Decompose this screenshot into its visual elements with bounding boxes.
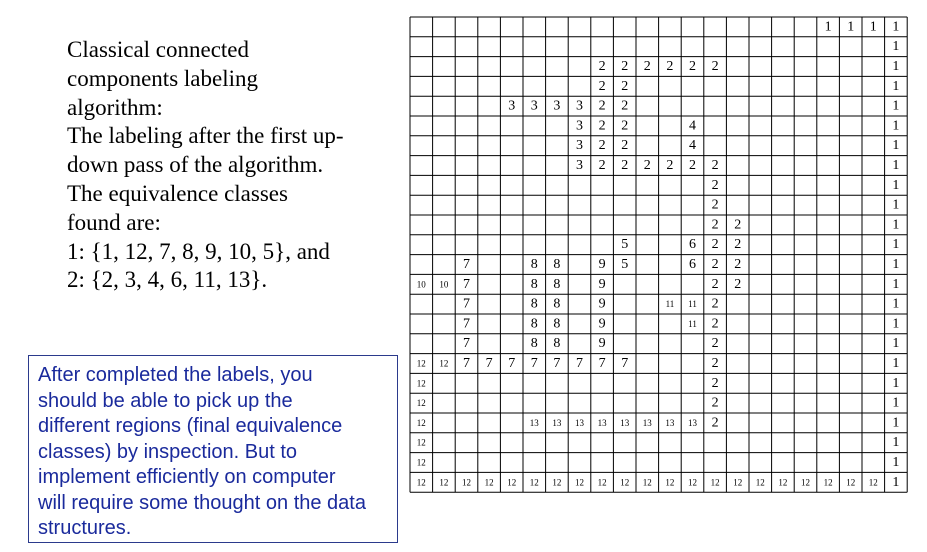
grid-cell-label: 12 [529, 477, 539, 488]
grid-cell-label: 8 [530, 316, 538, 332]
grid-cell-label: 13 [665, 417, 675, 428]
grid-cell-label: 2 [711, 395, 719, 411]
grid-cell-label: 2 [711, 316, 719, 332]
grid-cell-label: 3 [530, 98, 538, 114]
grid-cell-label: 2 [621, 138, 629, 154]
grid-cell-label: 3 [576, 158, 583, 173]
grid-cell-label: 1 [892, 78, 900, 94]
grid-cell-label: 13 [575, 417, 584, 428]
grid-cell-label: 1 [892, 435, 900, 451]
grid-cell-label: 11 [688, 299, 697, 310]
grid-cell-label: 3 [553, 98, 561, 114]
grid-cell-label: 9 [598, 296, 606, 312]
grid-cell-label: 2 [734, 257, 742, 272]
grid-cell-label: 9 [598, 336, 606, 352]
note-line: should be able to pick up the [38, 389, 293, 412]
grid-cell-label: 12 [439, 477, 449, 488]
grid-cell-label: 9 [598, 316, 606, 332]
grid-cell-label: 2 [711, 415, 719, 431]
grid-cell-label: 2 [711, 336, 719, 352]
grid-cell-label: 1 [892, 59, 900, 74]
grid-cell-label: 8 [530, 336, 538, 352]
grid-cell-label: 12 [416, 358, 426, 369]
grid-cell-label: 1 [892, 98, 900, 114]
grid-cell-label: 2 [711, 276, 719, 292]
description-line: 1: {1, 12, 7, 8, 9, 10, 5}, and [67, 238, 330, 264]
grid-cell-label: 7 [621, 356, 629, 371]
grid-cell-label: 13 [552, 417, 562, 428]
grid-cell-label: 7 [553, 356, 561, 371]
grid-cell-label: 2 [711, 158, 719, 173]
grid-cell-label: 8 [553, 336, 561, 352]
grid-cell-label: 7 [463, 276, 470, 292]
grid-cell-label: 7 [463, 257, 470, 272]
grid-cell-label: 8 [530, 257, 538, 272]
grid-cell-label: 9 [598, 257, 606, 272]
grid-cell-label: 13 [529, 417, 539, 428]
grid-cell-label: 1 [892, 474, 900, 490]
grid-cell-label: 12 [597, 477, 607, 488]
description-line: The equivalence classes [67, 180, 288, 206]
grid-cell-label: 1 [892, 197, 900, 213]
grid-cell-label: 2 [711, 356, 719, 371]
grid-cell-label: 11 [665, 299, 675, 310]
description-line: down pass of the algorithm. [67, 152, 324, 178]
grid-cell-label: 8 [553, 296, 561, 312]
grid-cell-label: 2 [598, 98, 606, 114]
grid-cell-label: 1 [869, 19, 877, 35]
grid-cell-label: 2 [598, 78, 606, 94]
grid-cell-label: 2 [598, 59, 606, 74]
grid-cell-label: 1 [892, 19, 900, 35]
description-line: found are: [67, 209, 161, 235]
grid-cell-label: 2 [598, 158, 606, 173]
grid-cell-label: 12 [665, 477, 675, 488]
grid-cell-label: 5 [621, 257, 629, 272]
grid-cell-label: 8 [553, 276, 561, 292]
grid-cell-label: 1 [892, 177, 900, 193]
grid-cell-label: 7 [463, 296, 470, 312]
grid-cell-label: 7 [463, 336, 470, 352]
grid-cell-label: 2 [621, 98, 629, 114]
note-line: different regions (final equivalence [38, 415, 343, 437]
grid-cell-label: 12 [733, 477, 743, 488]
note-line: will require some thought on the data [38, 491, 366, 514]
grid-cell-label: 13 [620, 417, 630, 428]
grid-cell-label: 12 [801, 477, 810, 488]
grid-cell-label: 1 [892, 158, 900, 173]
grid-cell-label: 6 [689, 257, 696, 272]
grid-cell-label: 8 [553, 257, 561, 272]
grid-cell-label: 1 [892, 356, 900, 371]
grid-cell-label: 2 [711, 217, 719, 233]
grid-cell-label: 2 [711, 375, 719, 391]
grid-cell-label: 1 [892, 415, 900, 431]
grid-cell-label: 1 [892, 395, 900, 411]
note-line: After completed the labels, you [38, 364, 313, 386]
grid-cell-label: 2 [598, 138, 606, 154]
grid-cell-label: 12 [507, 477, 517, 488]
grid-cell-label: 13 [688, 417, 697, 428]
grid-cell-label: 12 [416, 457, 426, 468]
description-line: Classical connected [67, 37, 250, 62]
grid-cell-label: 7 [463, 316, 470, 332]
description-line: The labeling after the first up- [67, 123, 344, 149]
grid-cell-label: 9 [598, 276, 606, 292]
grid-cell-label: 1 [892, 375, 900, 391]
grid-cell-label: 8 [553, 316, 561, 332]
grid-cell-label: 1 [892, 138, 900, 154]
grid-cell-label: 2 [711, 177, 719, 193]
grid-cell-label: 1 [892, 276, 900, 292]
grid-cell-label: 7 [485, 356, 493, 371]
note-line: implement efficiently on computer [38, 466, 336, 488]
grid-cell-label: 1 [892, 39, 900, 55]
grid-cell-label: 11 [688, 318, 697, 329]
grid-cell-label: 2 [621, 78, 629, 94]
grid-cell-label: 3 [576, 138, 583, 154]
grid-cell-label: 1 [892, 336, 900, 352]
grid-cell-label: 2 [621, 59, 629, 74]
grid-cell-label: 2 [734, 276, 742, 292]
grid-cell-label: 12 [642, 477, 652, 488]
grid-cell-label: 2 [711, 59, 719, 74]
grid-cell-label: 12 [846, 477, 856, 488]
label-grid [409, 16, 909, 494]
grid-cell-label: 12 [439, 358, 449, 369]
grid-cell-label: 12 [484, 477, 494, 488]
grid-cell-label: 12 [710, 477, 720, 488]
grid-cell-label: 1 [892, 217, 900, 233]
grid-cell-label: 2 [598, 118, 606, 134]
grid-cell-label: 12 [416, 398, 426, 409]
grid-cell-label: 1 [892, 455, 900, 470]
grid-cell-label: 12 [823, 477, 833, 488]
grid-cell-label: 12 [575, 477, 584, 488]
grid-cell-label: 1 [847, 19, 855, 35]
grid-cell-label: 7 [598, 356, 606, 371]
grid-cell-label: 8 [530, 296, 538, 312]
grid-cell-label: 13 [597, 417, 607, 428]
description-text [67, 36, 397, 295]
grid-cell-label: 12 [868, 477, 878, 488]
grid-cell-label: 12 [778, 477, 788, 488]
grid-cell-label: 4 [689, 118, 696, 134]
grid-cell-label: 7 [463, 356, 470, 371]
grid-cell-label: 1 [824, 19, 832, 35]
grid-cell-label: 13 [642, 417, 652, 428]
grid-cell-label: 3 [576, 98, 583, 114]
grid-cell-label: 12 [462, 477, 471, 488]
note-line: classes) by inspection. But to [38, 440, 298, 463]
grid-cell-label: 1 [892, 257, 900, 272]
grid-cell-label: 7 [530, 356, 538, 371]
grid-cell-label: 12 [620, 477, 630, 488]
grid-cell-label: 2 [666, 158, 674, 173]
description-line: algorithm: [67, 94, 163, 120]
grid-cell-label: 2 [734, 217, 742, 233]
description-line: 2: {2, 3, 4, 6, 11, 13}. [67, 267, 268, 293]
grid-cell-label: 10 [416, 279, 426, 290]
grid-cell-label: 7 [508, 356, 516, 371]
grid-cell-label: 3 [576, 118, 583, 134]
note-box [28, 355, 398, 543]
grid-cell-label: 12 [416, 437, 426, 448]
grid-cell-label: 12 [416, 417, 426, 428]
grid-cell-label: 1 [892, 296, 900, 312]
grid-cell-label: 2 [689, 59, 696, 74]
grid-cell-label: 8 [530, 276, 538, 292]
grid-cell-label: 2 [734, 237, 742, 253]
grid-cell-label: 12 [688, 477, 697, 488]
grid-cell-label: 2 [711, 296, 719, 312]
grid-cell-label: 10 [439, 279, 449, 290]
grid-cell-label: 2 [711, 237, 719, 253]
grid-cell-label: 12 [416, 378, 426, 389]
grid-cell-label: 3 [508, 98, 516, 114]
grid-cell-label: 7 [576, 356, 583, 371]
grid-cell-label: 12 [416, 477, 426, 488]
grid-cell-label: 2 [643, 158, 651, 173]
grid-cell-label: 1 [892, 118, 900, 134]
description-line: components labeling [67, 65, 258, 91]
grid-cell-label: 2 [643, 59, 651, 74]
grid-cell-label: 6 [689, 237, 696, 253]
grid-cell-label: 4 [689, 138, 696, 154]
grid-cell-label: 1 [892, 316, 900, 332]
note-line: structures. [38, 517, 132, 539]
grid-cell-label: 2 [711, 257, 719, 272]
grid-cell-label: 12 [755, 477, 765, 488]
grid-cell-label: 2 [621, 118, 629, 134]
grid-cell-label: 1 [892, 237, 900, 253]
grid-cell-label: 2 [621, 158, 629, 173]
grid-cell-label: 12 [552, 477, 562, 488]
grid-cell-label: 5 [621, 237, 629, 253]
grid-cell-label: 2 [689, 158, 696, 173]
grid-cell-label: 2 [711, 197, 719, 213]
grid-cell-label: 2 [666, 59, 674, 74]
